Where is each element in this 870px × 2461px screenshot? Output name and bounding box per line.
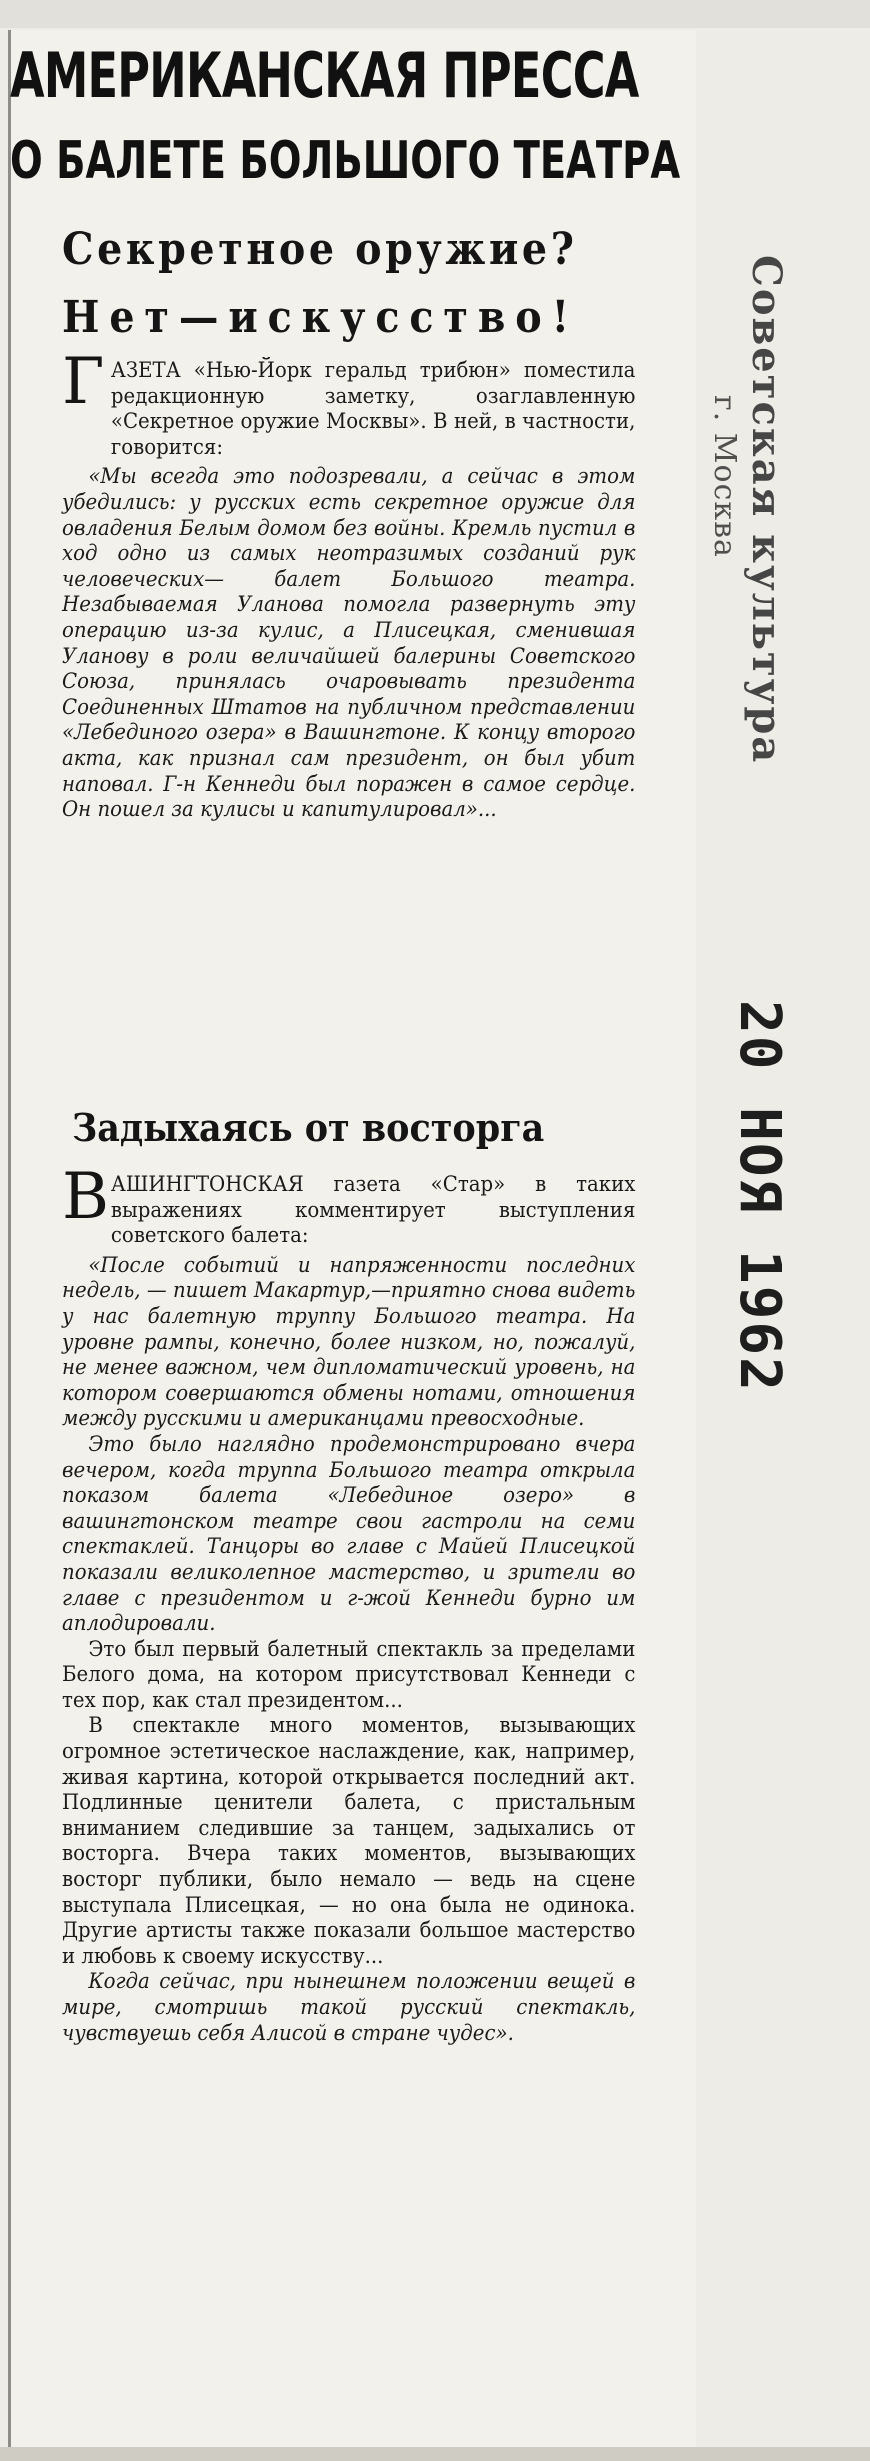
subheadline-line-1: Секретное оружие? [62, 224, 578, 275]
section2-paragraph: «После событий и напряженности последних недель, — пишет Макартур,—приятно снова видеть у нас балетную труппу Большого театра. На уровне рампы, конечно, более низком, но, пожалуй, не менее важном, чем дипломатический уровень, на котором совершаются обмены нотами, отношения между русскими и американцами превосходные. [62, 1252, 636, 1431]
section2-intro-paragraph: АШИНГТОНСКАЯ газета «Стар» в таких выражениях комментирует выступления советского балета: [110, 1172, 636, 1248]
stamp-city: г. Москва [707, 395, 742, 558]
clipping-edge [8, 30, 11, 2450]
stamp-date: 20 НОЯ 1962 [727, 1000, 792, 1393]
section2-paragraph: Когда сейчас, при нынешнем положении вещей в мире, смотришь такой русский спектакль, чувствуешь себя Алисой в стране чудес». [62, 1969, 636, 2045]
scan-edge [0, 0, 870, 28]
section1-intro-paragraph: АЗЕТА «Нью-Йорк геральд трибюн» поместила редакционную заметку, озаглавленную «Секретное оружие Москвы». В ней, в частности, говорится: [110, 358, 636, 459]
section2-paragraph: Это было наглядно продемонстрировано вчера вечером, когда труппа Большого театра открыла показом балета «Лебединое озеро» в вашингтонском театре свои гастроли на семи спектаклей. Танцоры во главе с Майей Плисецкой показали великолепное мастерство, и зрители во главе с президентом и г-жой Кеннеди бурно им аплодировали. [62, 1431, 636, 1636]
stamp-newspaper-name: Советская культура [743, 255, 790, 765]
scan-bottom-edge [0, 2447, 870, 2461]
section1-dropcap: Г [62, 345, 105, 419]
section2-dropcap: В [62, 1160, 110, 1234]
section2-heading: Задыхаясь от восторга [72, 1105, 545, 1150]
section1-quote-paragraph: «Мы всегда это подозревали, а сейчас в этом убедились: у русских есть секретное оружие для овладения Белым домом без войны. Кремль пустил в ход одно из самых неотразимых созданий рук человеческих— балет Большого театра. Незабываемая Уланова помогла развернуть эту операцию из-за кулис, а Плисецкая, сменившая Уланову в роли величайшей балерины Советского Союза, принялась очаровывать президента Соединенных Штатов на публичном представлении «Лебединого озера» в Вашингтоне. К концу второго акта, как признал сам президент, он был убит наповал. Г-н Кеннеди был поражен в самое сердце. Он пошел за кулисы и капитулировал»... [62, 464, 636, 822]
section2-paragraph: В спектакле много моментов, вызывающих огромное эстетическое наслаждение, как, например, живая картина, которой открывается последний акт. Подлинные ценители балета, с пристальным вниманием следившие за танцем, задыхались от восторга. Вчера таких моментов, вызывающих восторг публики, было немало — ведь на сцене выступала Плисецкая, — но она была не одинока. Другие артисты также показали большое мастерство и любовь к своему искусству... [62, 1713, 636, 1968]
headline-line-2: О БАЛЕТЕ БОЛЬШОГО ТЕАТРА [10, 131, 681, 191]
section2-paragraph: Это был первый балетный спектакль за пределами Белого дома, на котором присутствовал Кеннеди с тех пор, как стал президентом... [62, 1636, 636, 1712]
section2-body [62, 1172, 635, 2046]
subheadline-line-2: Нет—искусство! [62, 292, 579, 343]
headline-line-1: АМЕРИКАНСКАЯ ПРЕССА [10, 39, 639, 112]
section1-body [62, 358, 635, 823]
